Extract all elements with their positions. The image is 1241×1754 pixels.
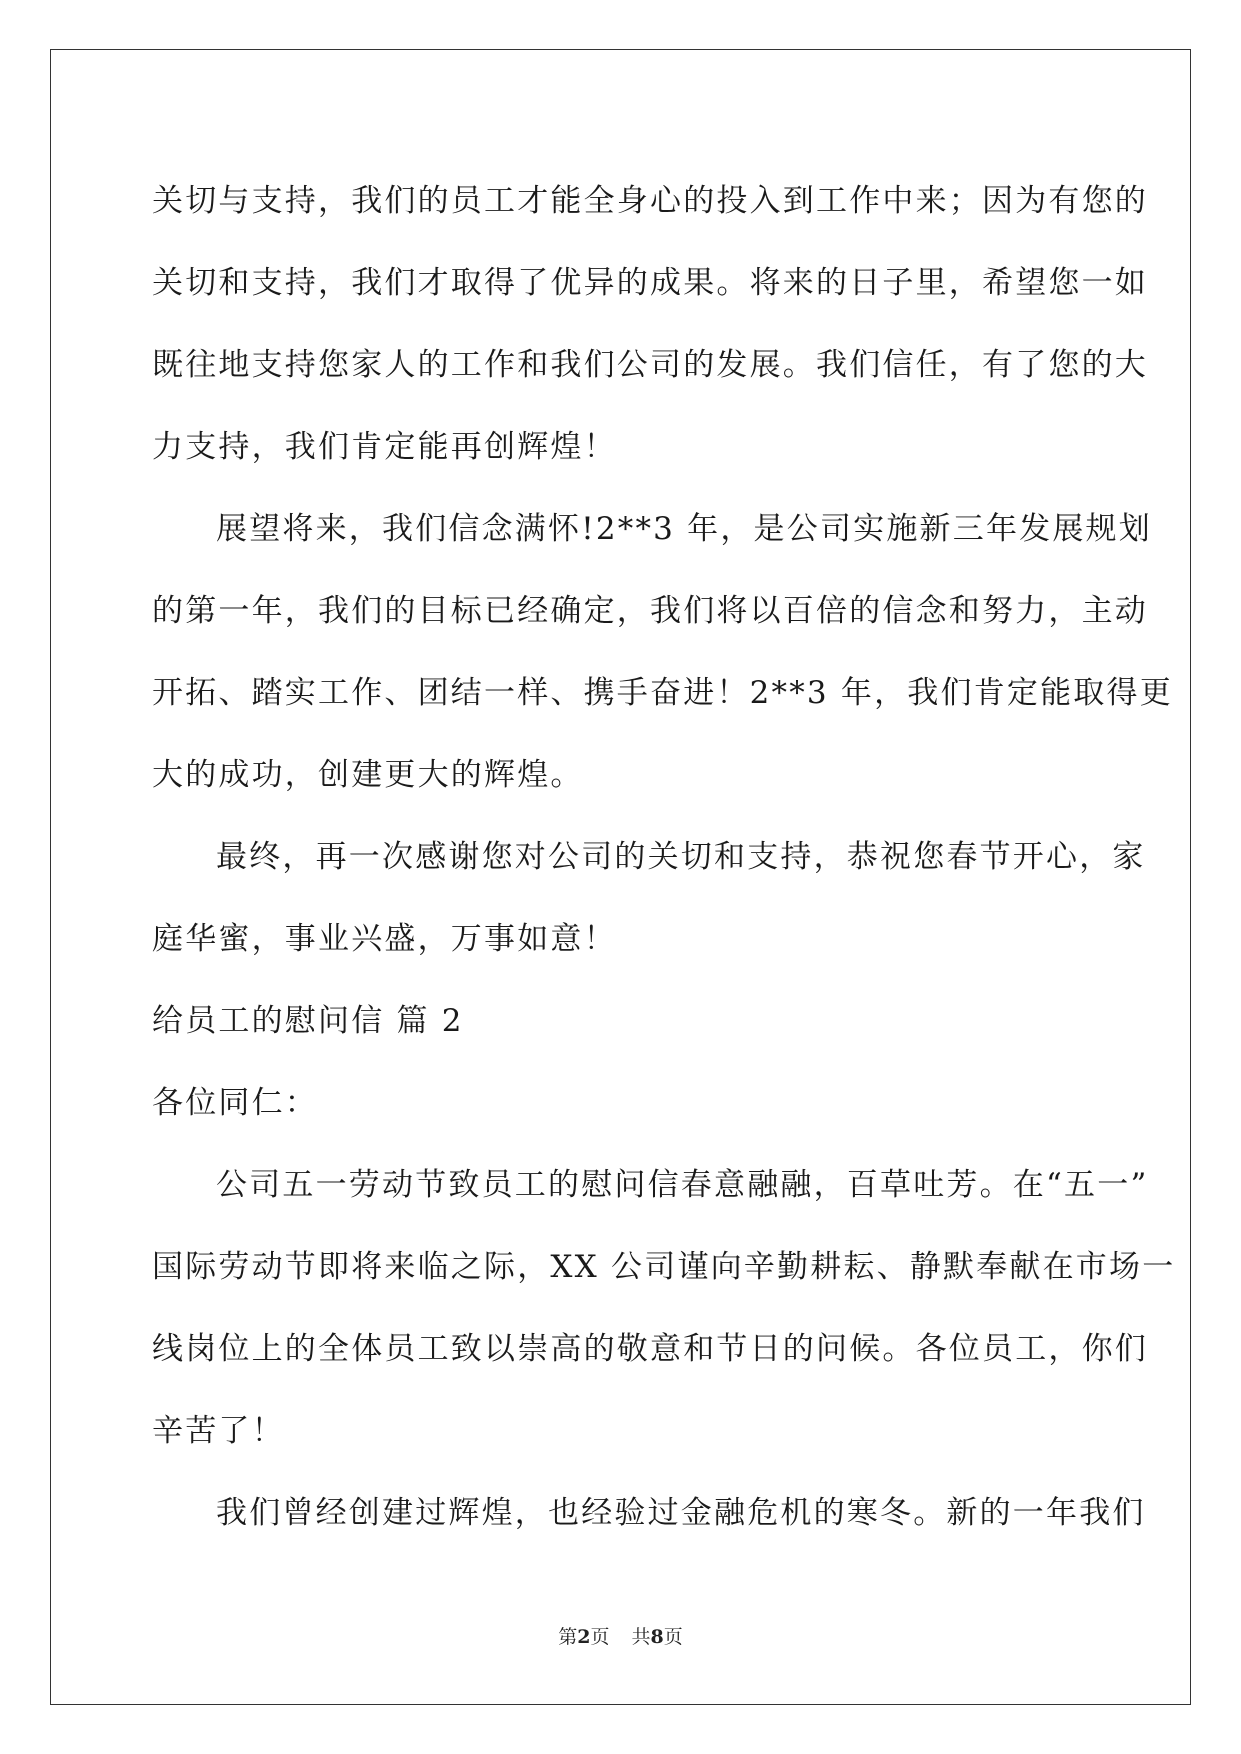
- paragraph-line: 最终，再一次感谢您对公司的关切和支持，恭祝您春节开心，家: [216, 839, 1146, 875]
- page-footer: [0, 1622, 1241, 1649]
- page-prefix: 第: [558, 1626, 578, 1648]
- paragraph-line: 展望将来，我们信念满怀!2**3 年，是公司实施新三年发展规划: [216, 511, 1152, 547]
- paragraph-line: 线岗位上的全体员工致以崇高的敬意和节日的问候。各位员工，你们: [152, 1331, 1148, 1367]
- total-prefix: 共: [631, 1626, 651, 1648]
- salutation: 各位同仁：: [152, 1085, 318, 1121]
- paragraph-line: 大的成功，创建更大的辉煌。: [152, 757, 584, 793]
- total-pages: 8: [650, 1626, 664, 1648]
- paragraph-line: 公司五一劳动节致员工的慰问信春意融融，百草吐芳。在“五一”: [216, 1167, 1149, 1203]
- paragraph-line: 我们曾经创建过辉煌，也经验过金融危机的寒冬。新的一年我们: [216, 1495, 1146, 1531]
- paragraph-line: 辛苦了！: [152, 1413, 285, 1449]
- paragraph-line: 既往地支持您家人的工作和我们公司的发展。我们信任，有了您的大: [152, 347, 1148, 383]
- paragraph-line: 关切与支持，我们的员工才能全身心的投入到工作中来；因为有您的: [152, 183, 1148, 219]
- page-number: 2: [577, 1626, 591, 1648]
- document-body: [152, 160, 1176, 1554]
- section-heading: 给员工的慰问信 篇 2: [152, 1003, 464, 1039]
- paragraph-line: 的第一年，我们的目标已经确定，我们将以百倍的信念和努力，主动: [152, 593, 1148, 629]
- paragraph-line: 国际劳动节即将来临之际，XX 公司谨向辛勤耕耘、静默奉献在市场一: [152, 1249, 1176, 1285]
- paragraph-line: 开拓、踏实工作、团结一样、携手奋进！2**3 年，我们肯定能取得更: [152, 675, 1173, 711]
- paragraph-line: 关切和支持，我们才取得了优异的成果。将来的日子里，希望您一如: [152, 265, 1148, 301]
- paragraph-line: 庭华蜜，事业兴盛，万事如意！: [152, 921, 617, 957]
- total-suffix: 页: [663, 1626, 683, 1648]
- page-suffix: 页: [590, 1626, 610, 1648]
- paragraph-line: 力支持，我们肯定能再创辉煌！: [152, 429, 617, 465]
